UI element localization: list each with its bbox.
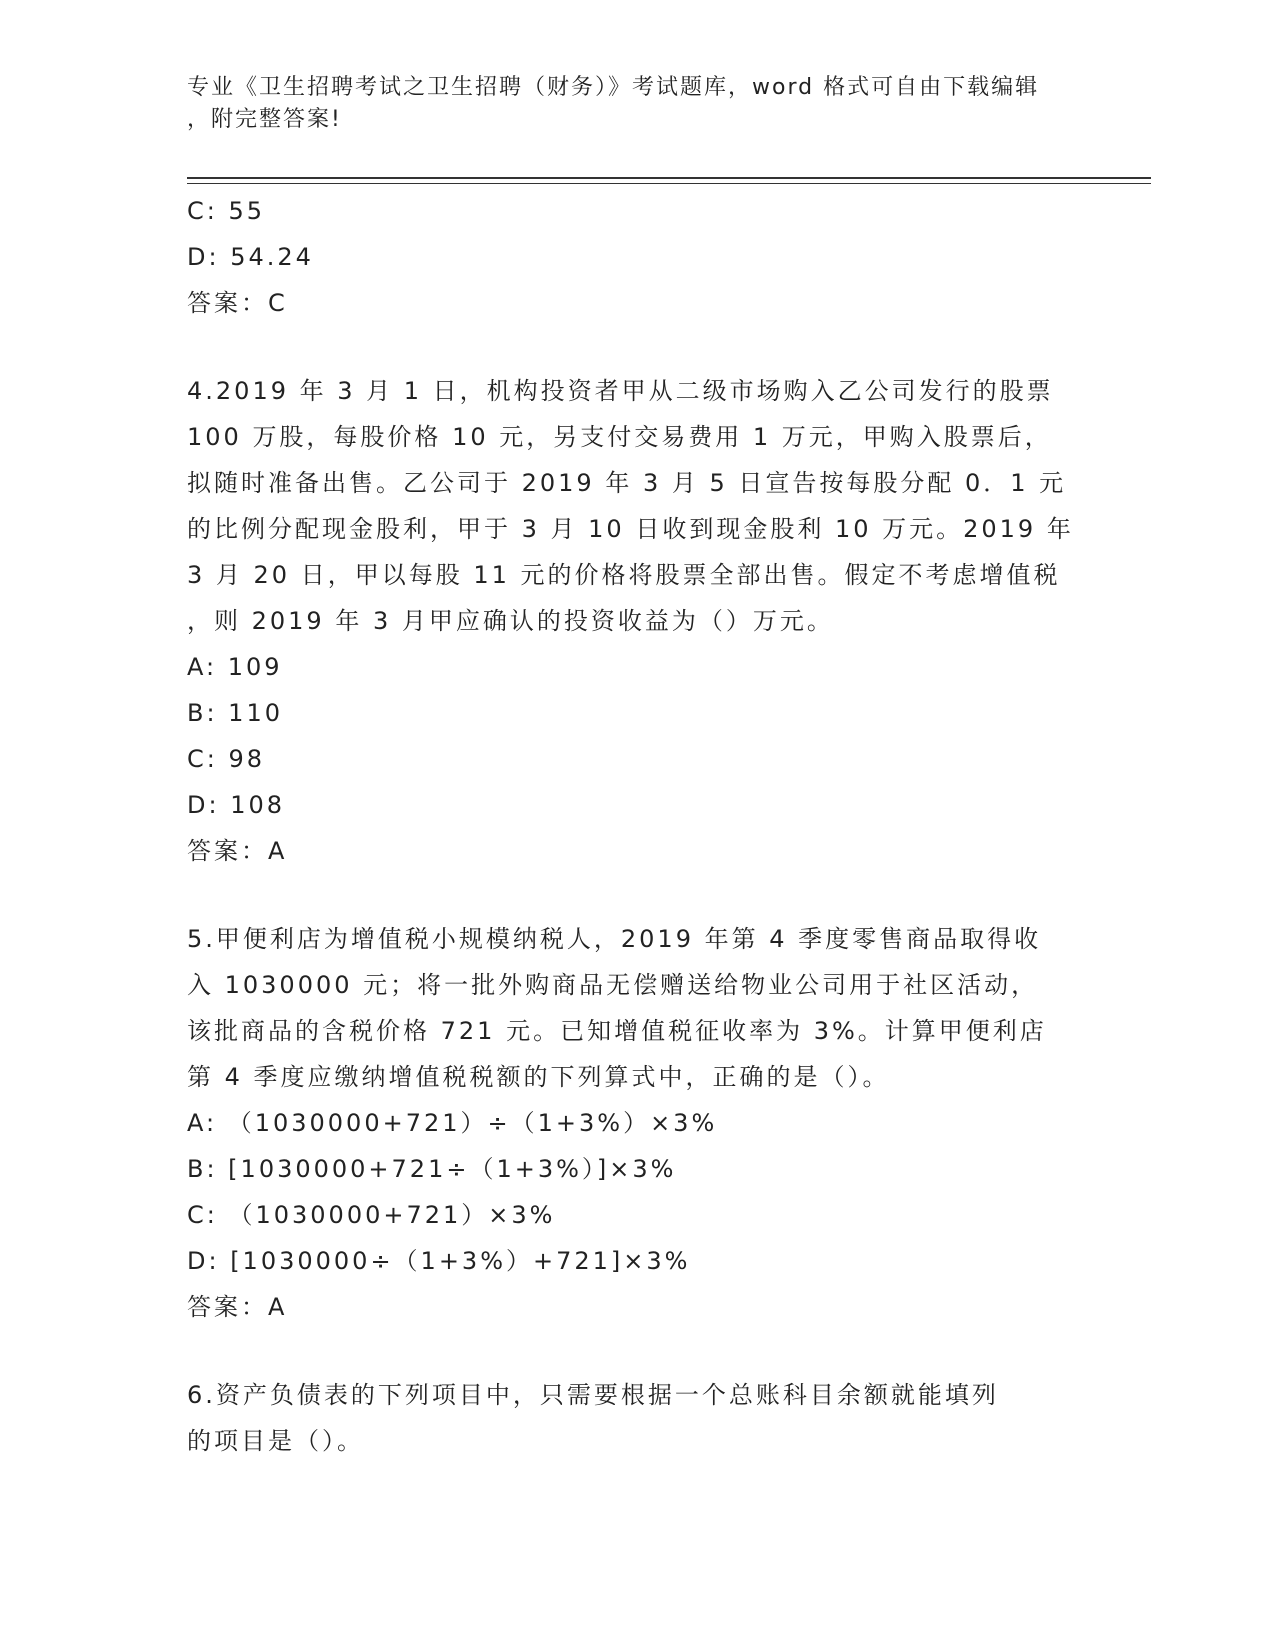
question-text-line: 的比例分配现金股利，甲于 3 月 10 日收到现金股利 10 万元。2019 年 — [187, 515, 1074, 543]
option-a: A: （1030000+721）÷（1+3%）×3% — [187, 1109, 718, 1137]
question-text-line: 的项目是（）。 — [187, 1427, 364, 1455]
question-5 — [187, 916, 1087, 1330]
document-body — [187, 188, 1087, 1464]
question-text-line: ，则 2019 年 3 月甲应确认的投资收益为（）万元。 — [187, 607, 834, 635]
header-line-2: ，附完整答案! — [187, 107, 342, 132]
question-text-line: 该批商品的含税价格 721 元。已知增值税征收率为 3%。计算甲便利店 — [187, 1017, 1047, 1045]
option-d: D: 54.24 — [187, 243, 314, 271]
question-text-line: 入 1030000 元；将一批外购商品无偿赠送给物业公司用于社区活动， — [187, 971, 1039, 999]
option-b: B: [1030000+721÷（1+3%）]×3% — [187, 1155, 677, 1183]
header-line-1: 专业《卫生招聘考试之卫生招聘（财务）》考试题库，word 格式可自由下载编辑 — [187, 75, 1040, 100]
answer-line: 答案：A — [187, 837, 288, 865]
option-c: C: 98 — [187, 745, 266, 773]
document-header — [187, 72, 1067, 136]
question-text-line: 拟随时准备出售。乙公司于 2019 年 3 月 5 日宣告按每股分配 0．1 元 — [187, 469, 1067, 497]
question-text-line: 6.资产负债表的下列项目中，只需要根据一个总账科目余额就能填列 — [187, 1381, 999, 1409]
option-c: C: 55 — [187, 197, 266, 225]
answer-line: 答案：C — [187, 289, 288, 317]
option-a: A: 109 — [187, 653, 283, 681]
option-c: C: （1030000+721）×3% — [187, 1201, 556, 1229]
question-text-line: 4.2019 年 3 月 1 日，机构投资者甲从二级市场购入乙公司发行的股票 — [187, 377, 1054, 405]
question-text-line: 100 万股，每股价格 10 元，另支付交易费用 1 万元，甲购入股票后， — [187, 423, 1052, 451]
question-6 — [187, 1372, 1087, 1464]
option-b: B: 110 — [187, 699, 283, 727]
header-divider-thin — [187, 183, 1151, 184]
answer-line: 答案：A — [187, 1293, 288, 1321]
question-text-line: 3 月 20 日，甲以每股 11 元的价格将股票全部出售。假定不考虑增值税 — [187, 561, 1061, 589]
question-text-line: 第 4 季度应缴纳增值税税额的下列算式中，正确的是（）。 — [187, 1063, 890, 1091]
option-d: D: [1030000÷（1+3%）+721]×3% — [187, 1247, 691, 1275]
header-divider-thick — [187, 177, 1151, 179]
option-d: D: 108 — [187, 791, 286, 819]
question-text-line: 5.甲便利店为增值税小规模纳税人，2019 年第 4 季度零售商品取得收 — [187, 925, 1042, 953]
question-4 — [187, 368, 1087, 874]
